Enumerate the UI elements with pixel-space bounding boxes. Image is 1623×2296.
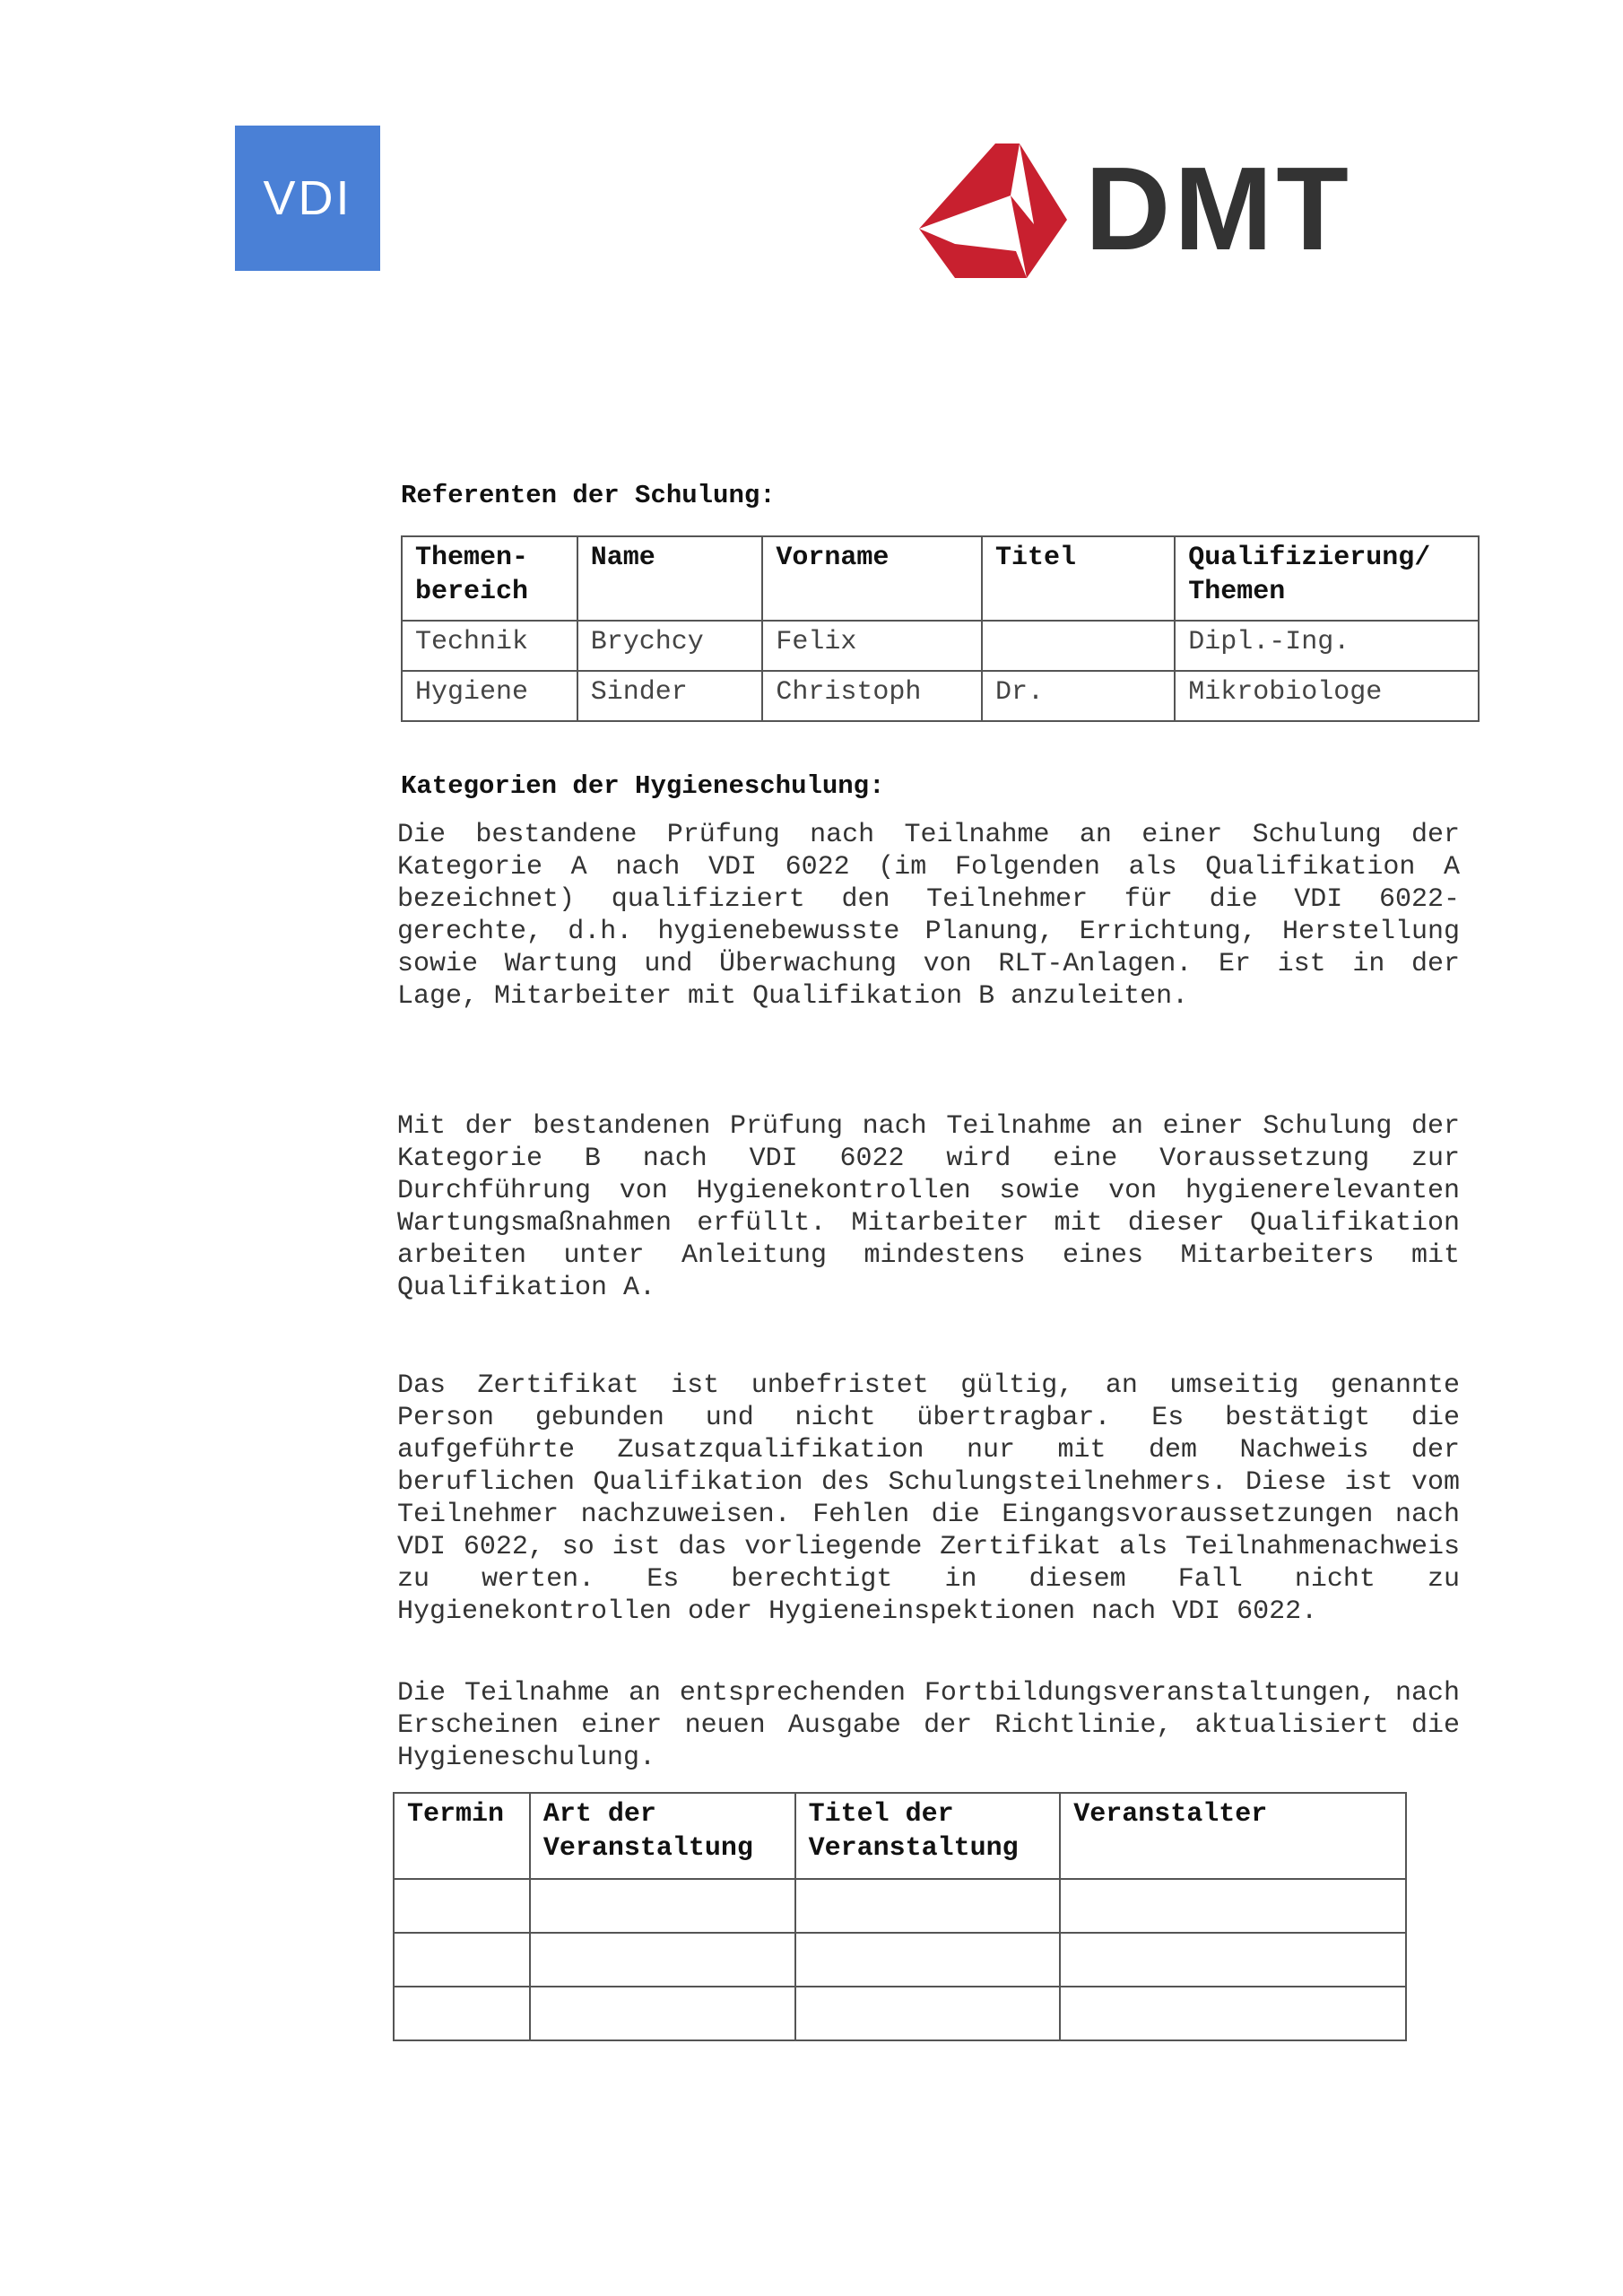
header-vorname: Vorname (762, 536, 982, 621)
dmt-mark-right (1011, 144, 1067, 278)
paragraph-kategorie-b: Mit der bestandenen Prüfung nach Teilnahme an einer Schulung der Kategorie B nach VDI 6022 wird eine Voraussetzung zur Durchführung von Hygienekontrollen sowie von hygienerelevanten Wartungsmaßnahmen erfüllt. Mitarbeiter mit dieser Qualifikation arbeiten unter Anleitung mindestens eines Mitarbeiters mit Qualifikation A. (397, 1111, 1460, 1303)
referenten-heading: Referenten der Schulung: (401, 481, 776, 510)
header-termin: Termin (394, 1793, 530, 1879)
header-titel-der-veranstaltung: Titel der Veranstaltung (795, 1793, 1061, 1879)
table-row (394, 1879, 1406, 1933)
cell-termin (394, 1987, 530, 2040)
table-row (394, 1933, 1406, 1987)
cell-titel (982, 621, 1175, 671)
table-row (402, 621, 1479, 671)
cell-themenbereich: Technik (402, 621, 577, 671)
cell-name: Brychcy (577, 621, 763, 671)
cell-veranstalter (1060, 1933, 1406, 1987)
cell-titel (795, 1987, 1061, 2040)
dmt-logo-graphic (919, 144, 1457, 278)
table-row (394, 1987, 1406, 2040)
cell-qualifizierung: Dipl.-Ing. (1175, 621, 1479, 671)
paragraph-fortbildung: Die Teilnahme an entsprechenden Fortbildungsveranstaltungen, nach Erscheinen einer neuen Ausgabe der Richtlinie, aktualisiert die Hygieneschulung. (397, 1678, 1460, 1773)
cell-titel: Dr. (982, 671, 1175, 721)
cell-titel (795, 1879, 1061, 1933)
header-titel: Titel (982, 536, 1175, 621)
cell-vorname: Christoph (762, 671, 982, 721)
dmt-logo (919, 144, 1457, 278)
cell-termin (394, 1879, 530, 1933)
cell-termin (394, 1933, 530, 1987)
referenten-table (401, 535, 1480, 722)
header-veranstalter: Veranstalter (1060, 1793, 1406, 1879)
header-qualifizierung: Qualifizierung/ Themen (1175, 536, 1479, 621)
dmt-mark-upper (919, 144, 1020, 229)
cell-veranstalter (1060, 1879, 1406, 1933)
cell-vorname: Felix (762, 621, 982, 671)
header-themenbereich: Themen- bereich (402, 536, 577, 621)
vdi-logo-text: VDI (263, 171, 352, 225)
fortbildung-header-row (394, 1793, 1406, 1879)
cell-titel (795, 1933, 1061, 1987)
cell-qualifizierung: Mikrobiologe (1175, 671, 1479, 721)
referenten-header-row (402, 536, 1479, 621)
paragraph-zertifikat: Das Zertifikat ist unbefristet gültig, an umseitig genannte Person gebunden und nicht übertragbar. Es bestätigt die aufgeführte Zusatzqualifikation nur mit dem Nachweis der beruflichen Qualifikation des Schulungsteilnehmers. Diese ist vom Teilnehmer nachzuweisen. Fehlen die Eingangsvoraussetzungen nach VDI 6022, so ist das vorliegende Zertifikat als Teilnahmenachweis zu werten. Es berechtigt in diesem Fall nicht zu Hygienekontrollen oder Hygieneinspektionen nach VDI 6022. (397, 1370, 1460, 1627)
cell-art (530, 1879, 795, 1933)
cell-art (530, 1987, 795, 2040)
table-row (402, 671, 1479, 721)
vdi-logo (235, 126, 380, 271)
dmt-logo-text: DMT (1085, 144, 1352, 274)
paragraph-kategorie-a: Die bestandene Prüfung nach Teilnahme an einer Schulung der Kategorie A nach VDI 6022 (im Folgenden als Qualifikation A bezeichnet) qualifiziert den Teilnehmer für die VDI 6022-gerechte, d.h. hygienebewusste Planung, Errichtung, Herstellung sowie Wartung und Überwachung von RLT-Anlagen. Er ist in der Lage, Mitarbeiter mit Qualifikation B anzuleiten. (397, 820, 1460, 1012)
dmt-mark-lower (919, 229, 1027, 278)
cell-name: Sinder (577, 671, 763, 721)
kategorien-heading: Kategorien der Hygieneschulung: (401, 771, 885, 801)
cell-veranstalter (1060, 1987, 1406, 2040)
cell-art (530, 1933, 795, 1987)
cell-themenbereich: Hygiene (402, 671, 577, 721)
header-art-der-veranstaltung: Art der Veranstaltung (530, 1793, 795, 1879)
fortbildung-table (393, 1792, 1407, 2041)
header-name: Name (577, 536, 763, 621)
